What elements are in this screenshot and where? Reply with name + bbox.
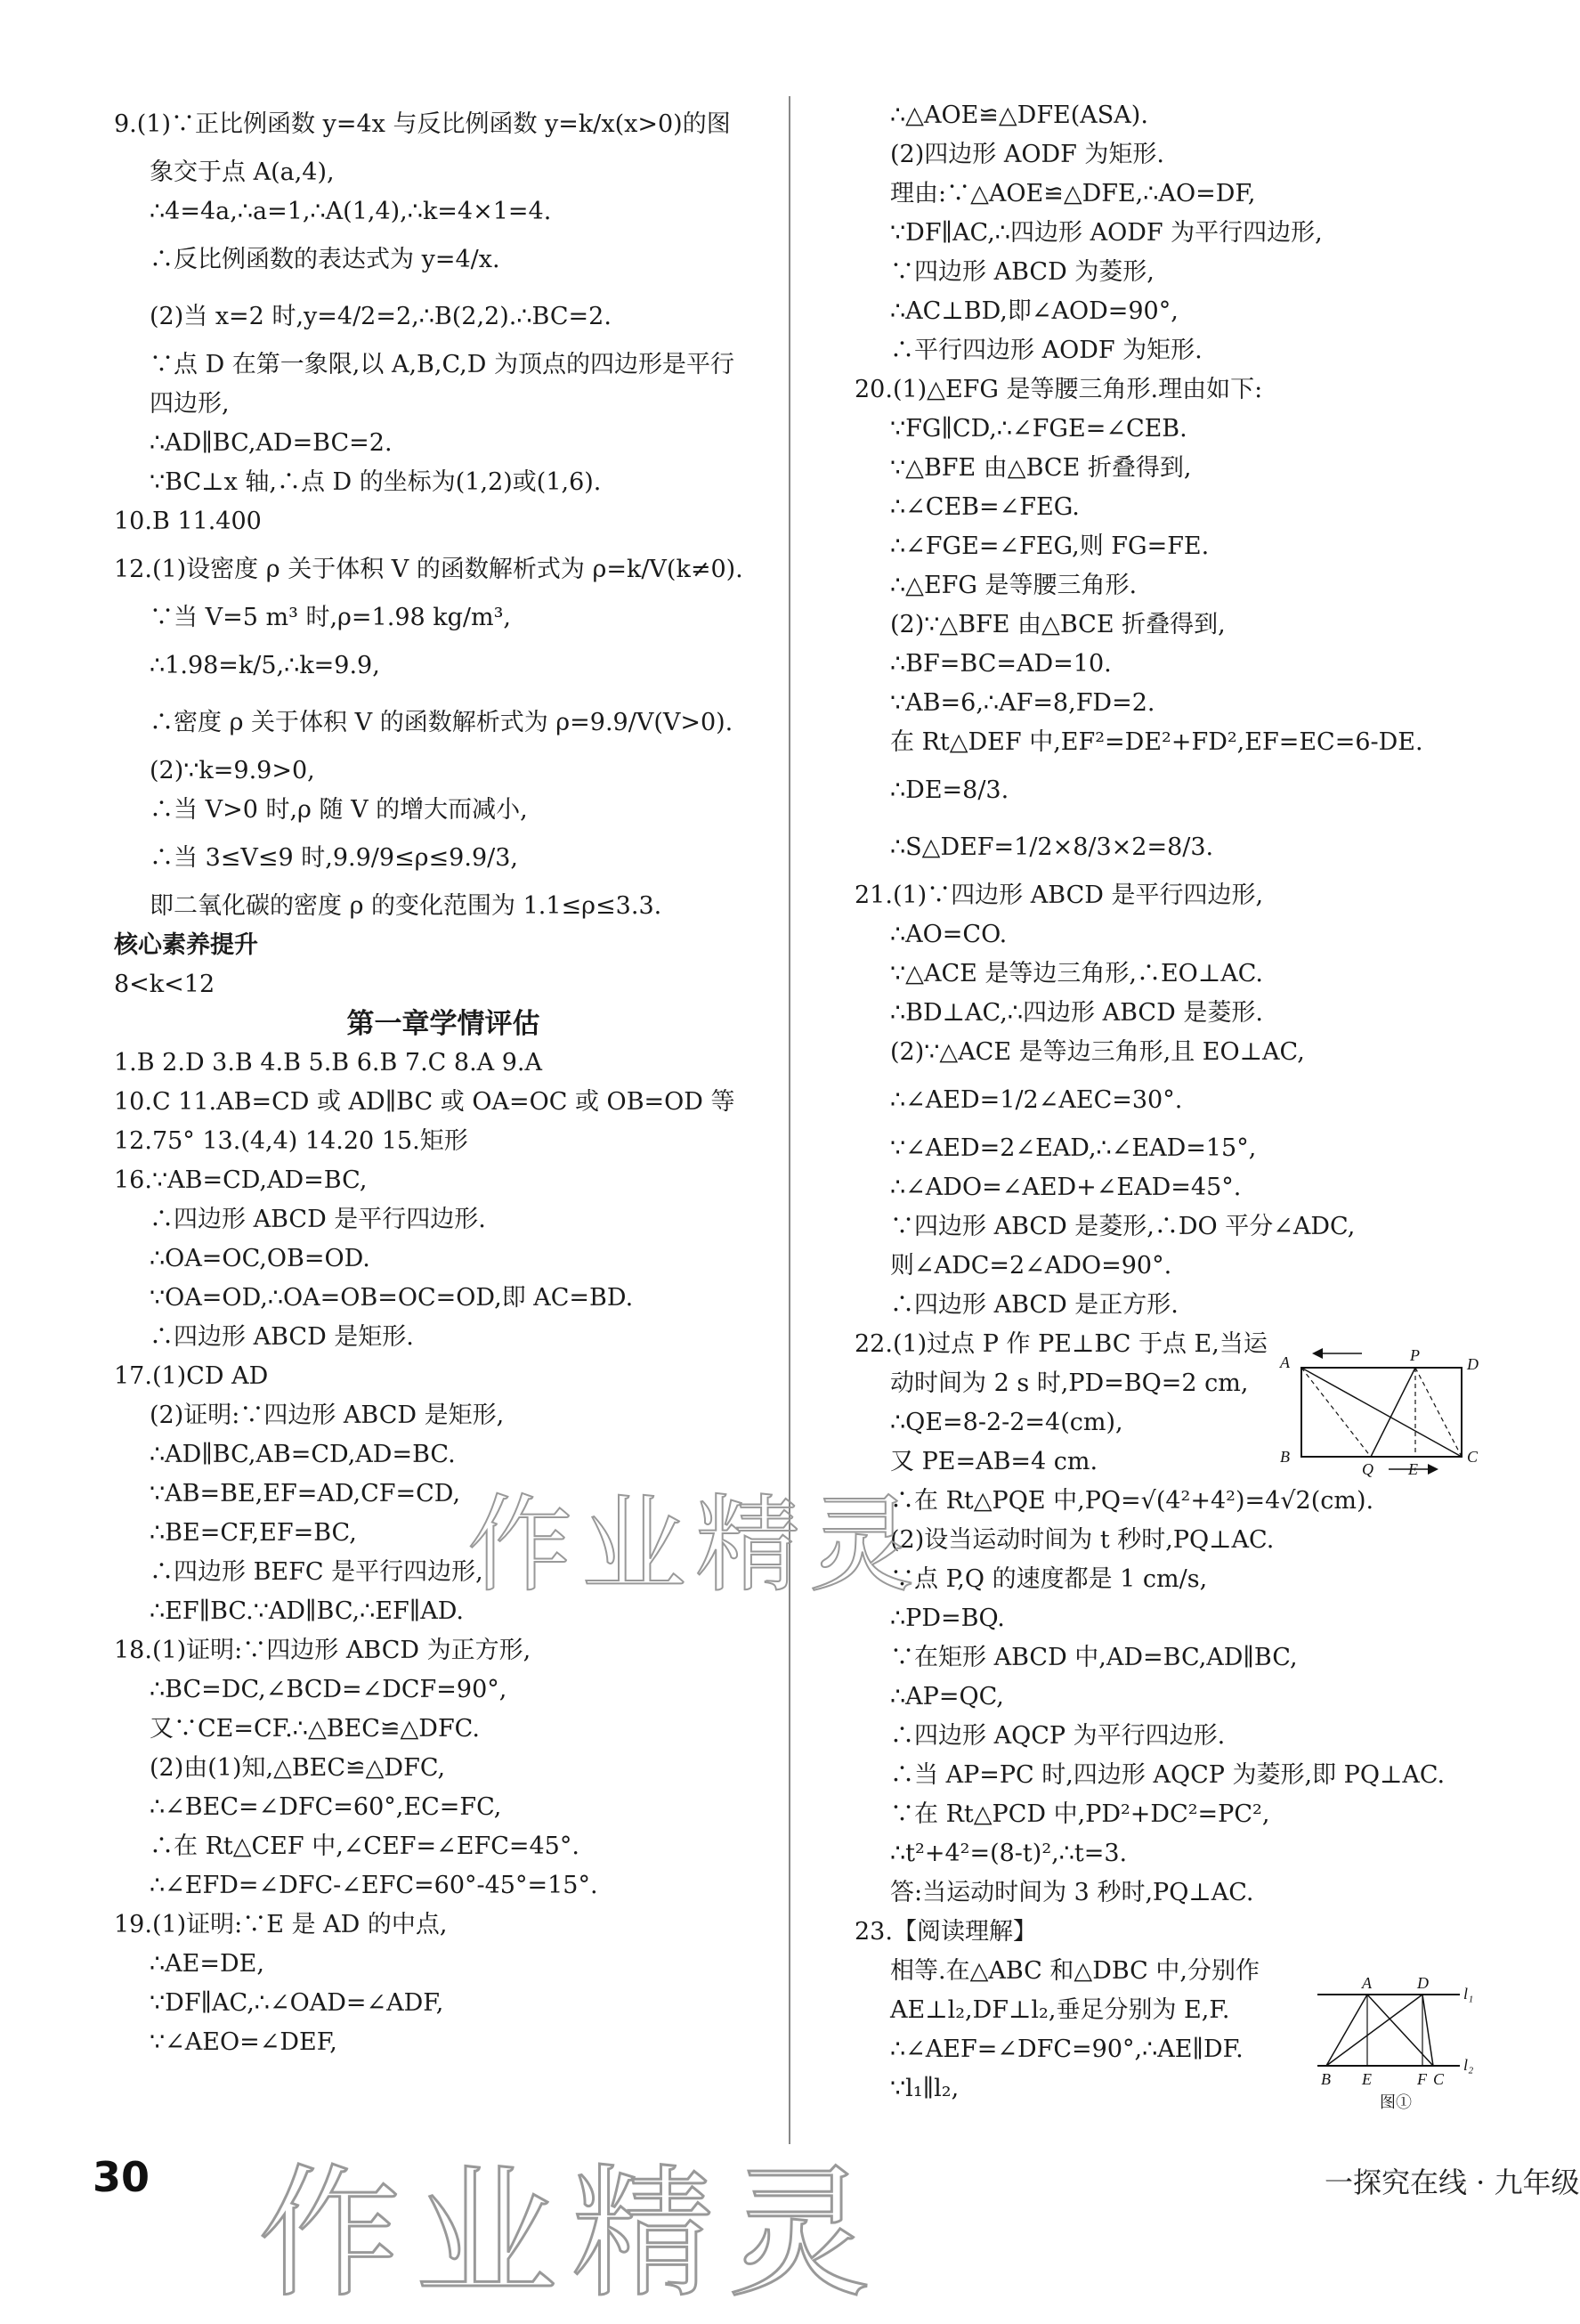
fig23-label-C: C xyxy=(1433,2070,1445,2088)
text-line: 四边形, xyxy=(150,390,230,418)
text-line: ∵四边形 ABCD 是菱形,∴DO 平分∠ADC, xyxy=(890,1213,1356,1240)
left-column xyxy=(114,96,773,2062)
fig23-label-F: F xyxy=(1417,2070,1427,2088)
text-line: (2)由(1)知,△BEC≌△DFC, xyxy=(150,1754,446,1782)
fig23-label-B: B xyxy=(1321,2070,1331,2088)
right-column xyxy=(855,96,1478,2109)
text-line: ∴OA=OC,OB=OD. xyxy=(150,1245,370,1272)
text-line: ∴四边形 ABCD 是平行四边形. xyxy=(150,1206,486,1233)
text-line: ∴在 Rt△CEF 中,∠CEF=∠EFC=45°. xyxy=(150,1832,579,1860)
text-line: 象交于点 A(a,4), xyxy=(150,158,335,186)
watermark-overlay: 作业精灵 xyxy=(467,1483,924,1606)
section-heading: 核心素养提升 xyxy=(114,931,258,959)
text-line: (2)当 x=2 时,y=4/2=2,∴B(2,2).∴BC=2. xyxy=(150,303,612,330)
text-line: ∵在 Rt△PCD 中,PD²+DC²=PC², xyxy=(890,1800,1270,1828)
text-line: ∴AE=DE, xyxy=(150,1950,264,1978)
text-line: ∵四边形 ABCD 为菱形, xyxy=(890,258,1155,286)
watermark-overlay-bottom: 作业精灵 xyxy=(258,2150,886,2317)
text-line: ∴∠FGE=∠FEG,则 FG=FE. xyxy=(890,532,1210,560)
text-line: ∵点 D 在第一象限,以 A,B,C,D 为顶点的四边形是平行 xyxy=(150,351,734,378)
text-line: (2)∵△ACE 是等边三角形,且 EO⊥AC, xyxy=(890,1038,1305,1066)
column-divider xyxy=(789,96,790,2144)
text-line: 19.(1)证明:∵E 是 AD 的中点, xyxy=(114,1911,448,1938)
text-line: ∴EF∥BC.∵AD∥BC,∴EF∥AD. xyxy=(150,1597,464,1625)
running-footer: 一探究在线 · 九年级 xyxy=(1325,2166,1580,2199)
text-line: ∴反比例函数的表达式为 y=4/x. xyxy=(150,246,500,273)
text-line: ∵当 V=5 m³ 时,ρ=1.98 kg/m³, xyxy=(150,604,512,631)
text-line: ∵在矩形 ABCD 中,AD=BC,AD∥BC, xyxy=(890,1644,1298,1671)
text-line: 理由:∵△AOE≌△DFE,∴AO=DF, xyxy=(890,180,1256,207)
fig22-label-D: D xyxy=(1467,1355,1479,1373)
text-line: ∵△ACE 是等边三角形,∴EO⊥AC. xyxy=(890,960,1263,987)
text-line: ∴AO=CO. xyxy=(890,921,1008,948)
text-line: ∴四边形 ABCD 是正方形. xyxy=(890,1291,1179,1319)
fig23-label-D: D xyxy=(1417,1974,1429,1992)
text-line: 又 PE=AB=4 cm. xyxy=(890,1448,1098,1475)
fig23-label-A: A xyxy=(1362,1974,1372,1992)
text-line: ∴四边形 BEFC 是平行四边形, xyxy=(150,1558,483,1586)
text-line: ∴∠BEC=∠DFC=60°,EC=FC, xyxy=(150,1793,502,1821)
figure-23-parallel-lines xyxy=(1317,1972,1487,2115)
text-line: 21.(1)∵四边形 ABCD 是平行四边形, xyxy=(855,882,1264,909)
text-line: ∴△AOE≌△DFE(ASA). xyxy=(890,102,1148,129)
text-line: ∴4=4a,∴a=1,∴A(1,4),∴k=4×1=4. xyxy=(150,198,552,225)
page-number: 30 xyxy=(93,2153,150,2201)
text-line: ∴BE=CF,EF=BC, xyxy=(150,1519,357,1547)
fig23-label-l1: l₁ xyxy=(1463,1985,1474,2003)
text-line: ∴AC⊥BD,即∠AOD=90°, xyxy=(890,297,1179,325)
text-line: 1.B 2.D 3.B 4.B 5.B 6.B 7.C 8.A 9.A xyxy=(114,1049,543,1077)
text-line: ∵DF∥AC,∴四边形 AODF 为平行四边形, xyxy=(890,219,1323,247)
text-line: ∴∠CEB=∠FEG. xyxy=(890,493,1080,521)
fig22-label-E: E xyxy=(1408,1460,1418,1478)
text-line: ∴AD∥BC,AB=CD,AD=BC. xyxy=(150,1441,456,1468)
text-line: ∵AB=BE,EF=AD,CF=CD, xyxy=(150,1480,461,1507)
text-line: ∴当 3≤V≤9 时,9.9/9≤ρ≤9.9/3, xyxy=(150,844,518,872)
text-line: 20.(1)△EFG 是等腰三角形.理由如下: xyxy=(855,376,1263,403)
text-line: ∴当 V>0 时,ρ 随 V 的增大而减小, xyxy=(150,796,528,824)
text-line: ∵l₁∥l₂, xyxy=(890,2075,960,2102)
fig22-label-A: A xyxy=(1280,1353,1290,1371)
text-line: 16.∵AB=CD,AD=BC, xyxy=(114,1166,368,1194)
text-line: ∵点 P,Q 的速度都是 1 cm/s, xyxy=(890,1565,1208,1593)
text-line: ∴1.98=k/5,∴k=9.9, xyxy=(150,652,380,679)
text-line: ∴密度 ρ 关于体积 V 的函数解析式为 ρ=9.9/V(V>0). xyxy=(150,709,733,736)
text-line: 10.C 11.AB=CD 或 AD∥BC 或 OA=OC 或 OB=OD 等 xyxy=(114,1088,735,1116)
text-line: (2)四边形 AODF 为矩形. xyxy=(890,141,1165,168)
text-line: 答:当运动时间为 3 秒时,PQ⊥AC. xyxy=(890,1879,1254,1906)
text-line: 相等.在△ABC 和△DBC 中,分别作 xyxy=(890,1957,1260,1985)
text-line: 18.(1)证明:∵四边形 ABCD 为正方形, xyxy=(114,1637,531,1664)
text-line: ∴四边形 ABCD 是矩形. xyxy=(150,1323,414,1351)
fig22-label-P: P xyxy=(1410,1346,1420,1364)
text-line: (2)证明:∵四边形 ABCD 是矩形, xyxy=(150,1402,505,1429)
text-line: ∴S△DEF=1/2×8/3×2=8/3. xyxy=(890,833,1214,861)
text-line: ∴∠ADO=∠AED+∠EAD=45°. xyxy=(890,1174,1242,1201)
text-line: 10.B 11.400 xyxy=(114,508,262,535)
text-line: ∴DE=8/3. xyxy=(890,776,1009,804)
text-line: ∵△BFE 由△BCE 折叠得到, xyxy=(890,454,1192,482)
text-line: ∵FG∥CD,∴∠FGE=∠CEB. xyxy=(890,415,1187,443)
text-line: ∴BF=BC=AD=10. xyxy=(890,650,1112,678)
figure-22-rectangle xyxy=(1273,1343,1487,1476)
text-line: ∴平行四边形 AODF 为矩形. xyxy=(890,337,1203,364)
text-line: ∴∠EFD=∠DFC-∠EFC=60°-45°=15°. xyxy=(150,1872,598,1899)
text-line: ∵OA=OD,∴OA=OB=OC=OD,即 AC=BD. xyxy=(150,1284,634,1312)
text-line: ∴AD∥BC,AD=BC=2. xyxy=(150,429,393,457)
text-line: AE⊥l₂,DF⊥l₂,垂足分别为 E,F. xyxy=(890,1996,1230,2024)
text-line: (2)设当运动时间为 t 秒时,PQ⊥AC. xyxy=(890,1526,1275,1554)
text-line: ∴四边形 AQCP 为平行四边形. xyxy=(890,1722,1226,1750)
section-heading: 第一章学情评估 xyxy=(346,1008,540,1040)
text-line: ∴AP=QC, xyxy=(890,1683,1004,1710)
text-line: ∴∠AED=1/2∠AEC=30°. xyxy=(890,1086,1183,1114)
text-line: 在 Rt△DEF 中,EF²=DE²+FD²,EF=EC=6-DE. xyxy=(890,728,1423,756)
text-line: 又∵CE=CF.∴△BEC≌△DFC. xyxy=(150,1715,480,1743)
text-line: 17.(1)CD AD xyxy=(114,1362,269,1390)
fig22-label-B: B xyxy=(1280,1448,1290,1466)
text-line: (2)∵k=9.9>0, xyxy=(150,757,315,784)
text-line: 23.【阅读理解】 xyxy=(855,1918,1037,1946)
text-line: ∴PD=BQ. xyxy=(890,1605,1005,1632)
text-line: (2)∵△BFE 由△BCE 折叠得到, xyxy=(890,611,1226,638)
text-line: 22.(1)过点 P 作 PE⊥BC 于点 E,当运 xyxy=(855,1330,1268,1358)
text-line: ∵∠AED=2∠EAD,∴∠EAD=15°, xyxy=(890,1134,1257,1162)
text-line: 12.(1)设密度 ρ 关于体积 V 的函数解析式为 ρ=k/V(k≠0). xyxy=(114,556,743,583)
text-line: ∴BD⊥AC,∴四边形 ABCD 是菱形. xyxy=(890,999,1263,1027)
text-line: ∴t²+4²=(8-t)²,∴t=3. xyxy=(890,1840,1128,1867)
text-line: ∴BC=DC,∠BCD=∠DCF=90°, xyxy=(150,1676,507,1703)
text-line: ∴△EFG 是等腰三角形. xyxy=(890,572,1138,599)
text-line: 8<k<12 xyxy=(114,971,215,998)
fig23-caption: 图① xyxy=(1380,2093,1412,2111)
fig22-label-C: C xyxy=(1467,1448,1479,1466)
text-line: 12.75° 13.(4,4) 14.20 15.矩形 xyxy=(114,1127,468,1155)
fig22-label-Q: Q xyxy=(1362,1460,1373,1478)
text-line: ∴在 Rt△PQE 中,PQ=√(4²+4²)=4√2(cm). xyxy=(890,1487,1374,1515)
text-line: ∴当 AP=PC 时,四边形 AQCP 为菱形,即 PQ⊥AC. xyxy=(890,1761,1446,1789)
text-line: ∵AB=6,∴AF=8,FD=2. xyxy=(890,689,1155,717)
text-line: ∴∠AEF=∠DFC=90°,∴AE∥DF. xyxy=(890,2036,1244,2063)
text-line: ∴QE=8-2-2=4(cm), xyxy=(890,1409,1123,1436)
fig23-label-l2: l₂ xyxy=(1463,2056,1474,2074)
text-line: ∵DF∥AC,∴∠OAD=∠ADF, xyxy=(150,1989,444,2017)
fig23-label-E: E xyxy=(1362,2070,1372,2088)
text-line: 即二氧化碳的密度 ρ 的变化范围为 1.1≤ρ≤3.3. xyxy=(150,892,662,920)
text-line: 动时间为 2 s 时,PD=BQ=2 cm, xyxy=(890,1369,1249,1397)
text-line: 则∠ADC=2∠ADO=90°. xyxy=(890,1252,1172,1280)
text-line: ∵BC⊥x 轴,∴点 D 的坐标为(1,2)或(1,6). xyxy=(150,468,602,496)
text-line: ∵∠AEO=∠DEF, xyxy=(150,2028,337,2056)
text-line: 9.(1)∵正比例函数 y=4x 与反比例函数 y=k/x(x>0)的图 xyxy=(114,110,731,138)
